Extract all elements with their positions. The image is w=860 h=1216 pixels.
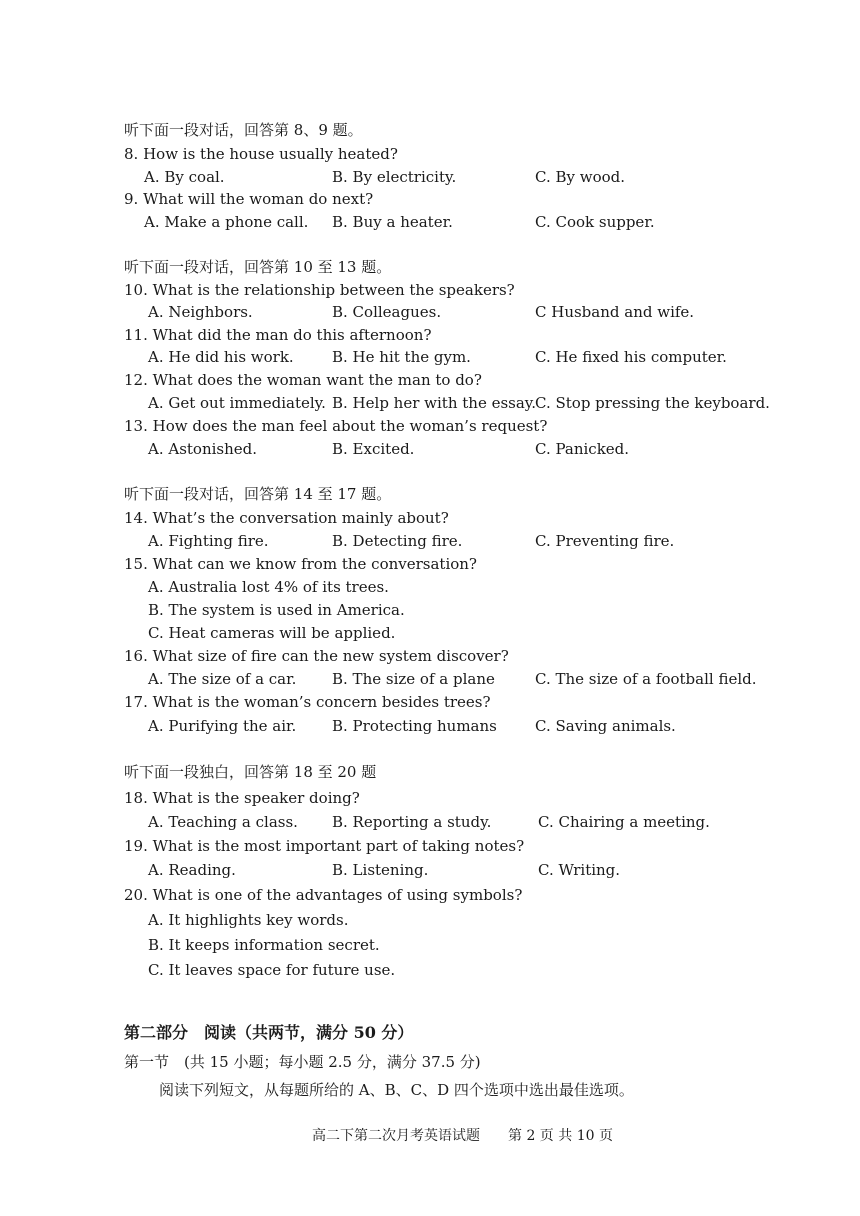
text-line bbox=[0, 1050, 860, 1074]
line-text: 17. What is the woman’s concern besides trees? bbox=[124, 693, 491, 711]
line-text: 16. What size of fire can the new system discover? bbox=[124, 647, 509, 665]
text-line bbox=[0, 786, 860, 810]
text-line bbox=[0, 690, 860, 714]
option: B. Protecting humans bbox=[332, 717, 497, 735]
line-text: C. Heat cameras will be applied. bbox=[148, 624, 396, 642]
line-text: 12. What does the woman want the man to do? bbox=[124, 371, 482, 389]
options-row bbox=[0, 810, 860, 834]
options-row bbox=[0, 345, 860, 369]
option: B. The size of a plane bbox=[332, 670, 495, 688]
line-text: B. It keeps information secret. bbox=[148, 936, 380, 954]
text-line bbox=[0, 621, 860, 645]
option: C. By wood. bbox=[535, 168, 626, 186]
text-line bbox=[0, 482, 860, 506]
text-line bbox=[0, 118, 860, 142]
option: C. The size of a football field. bbox=[535, 670, 757, 688]
text-line bbox=[0, 368, 860, 392]
line-text: 第一节 (共 15 小题；每小题 2.5 分，满分 37.5 分) bbox=[124, 1053, 481, 1071]
text-line bbox=[0, 883, 860, 907]
option: B. By electricity. bbox=[332, 168, 457, 186]
option: C. He fixed his computer. bbox=[535, 348, 727, 366]
text-line bbox=[0, 1078, 860, 1102]
option: B. He hit the gym. bbox=[332, 348, 471, 366]
options-row bbox=[0, 210, 860, 234]
option: B. Reporting a study. bbox=[332, 813, 492, 831]
line-text: 15. What can we know from the conversation? bbox=[124, 555, 477, 573]
option: A. Get out immediately. bbox=[148, 394, 326, 412]
line-text: 高二下第二次月考英语试题 第 2 页 共 10 页 bbox=[312, 1128, 613, 1144]
option: C Husband and wife. bbox=[535, 303, 695, 321]
options-row bbox=[0, 300, 860, 324]
line-text: 11. What did the man do this afternoon? bbox=[124, 326, 432, 344]
text-line bbox=[0, 552, 860, 576]
text-line bbox=[0, 933, 860, 957]
line-text: A. Australia lost 4% of its trees. bbox=[148, 578, 389, 596]
option: C. Writing. bbox=[538, 861, 621, 879]
option: C. Saving animals. bbox=[535, 717, 676, 735]
text-line bbox=[0, 834, 860, 858]
options-row bbox=[0, 529, 860, 553]
option: A. Reading. bbox=[148, 861, 236, 879]
option: A. He did his work. bbox=[148, 348, 294, 366]
option: A. Purifying the air. bbox=[148, 717, 297, 735]
option: B. Buy a heater. bbox=[332, 213, 453, 231]
options-row bbox=[0, 165, 860, 189]
options-row bbox=[0, 858, 860, 882]
line-text: 阅读下列短文，从每题所给的 A、B、C、D 四个选项中选出最佳选项。 bbox=[159, 1081, 634, 1099]
text-line bbox=[0, 187, 860, 211]
line-text: 听下面一段独白，回答第 18 至 20 题 bbox=[124, 763, 377, 781]
text-line bbox=[0, 598, 860, 622]
option: A. Make a phone call. bbox=[144, 213, 309, 231]
text-line bbox=[0, 278, 860, 302]
text-line bbox=[0, 414, 860, 438]
option: A. The size of a car. bbox=[148, 670, 297, 688]
options-row bbox=[0, 714, 860, 738]
line-text: B. The system is used in America. bbox=[148, 601, 405, 619]
text-line bbox=[0, 255, 860, 279]
line-text: 10. What is the relationship between the speakers? bbox=[124, 281, 515, 299]
text-line bbox=[0, 142, 860, 166]
line-text: 听下面一段对话，回答第 14 至 17 题。 bbox=[124, 485, 392, 503]
section-heading bbox=[0, 1021, 860, 1045]
option: C. Stop pressing the keyboard. bbox=[535, 394, 770, 412]
text-line bbox=[0, 644, 860, 668]
line-text: 8. How is the house usually heated? bbox=[124, 145, 398, 163]
line-text: 19. What is the most important part of taking notes? bbox=[124, 837, 525, 855]
line-text: C. It leaves space for future use. bbox=[148, 961, 396, 979]
text-line bbox=[0, 908, 860, 932]
option: C. Panicked. bbox=[535, 440, 630, 458]
line-text: 20. What is one of the advantages of using symbols? bbox=[124, 886, 523, 904]
option: B. Excited. bbox=[332, 440, 415, 458]
option: A. By coal. bbox=[144, 168, 225, 186]
option: B. Help her with the essay. bbox=[332, 394, 537, 412]
line-text: 第二部分 阅读（共两节，满分 50 分） bbox=[124, 1023, 414, 1042]
text-line bbox=[0, 760, 860, 784]
line-text: 听下面一段对话，回答第 8、9 题。 bbox=[124, 121, 363, 139]
option: C. Preventing fire. bbox=[535, 532, 675, 550]
option: A. Teaching a class. bbox=[148, 813, 298, 831]
option: C. Chairing a meeting. bbox=[538, 813, 710, 831]
option: B. Detecting fire. bbox=[332, 532, 463, 550]
line-text: 18. What is the speaker doing? bbox=[124, 789, 360, 807]
line-text: 14. What’s the conversation mainly about? bbox=[124, 509, 449, 527]
option: A. Neighbors. bbox=[148, 303, 253, 321]
text-line bbox=[0, 506, 860, 530]
option: B. Listening. bbox=[332, 861, 429, 879]
option: B. Colleagues. bbox=[332, 303, 442, 321]
options-row bbox=[0, 667, 860, 691]
line-text: 9. What will the woman do next? bbox=[124, 190, 374, 208]
text-line bbox=[0, 575, 860, 599]
line-text: 听下面一段对话，回答第 10 至 13 题。 bbox=[124, 258, 392, 276]
options-row bbox=[0, 437, 860, 461]
option: C. Cook supper. bbox=[535, 213, 655, 231]
option: A. Fighting fire. bbox=[148, 532, 269, 550]
option: A. Astonished. bbox=[148, 440, 258, 458]
line-text: 13. How does the man feel about the woman’s request? bbox=[124, 417, 548, 435]
options-row bbox=[0, 391, 860, 415]
line-text: A. It highlights key words. bbox=[148, 911, 349, 929]
text-line bbox=[0, 958, 860, 982]
page-footer bbox=[0, 1124, 860, 1148]
text-line bbox=[0, 323, 860, 347]
